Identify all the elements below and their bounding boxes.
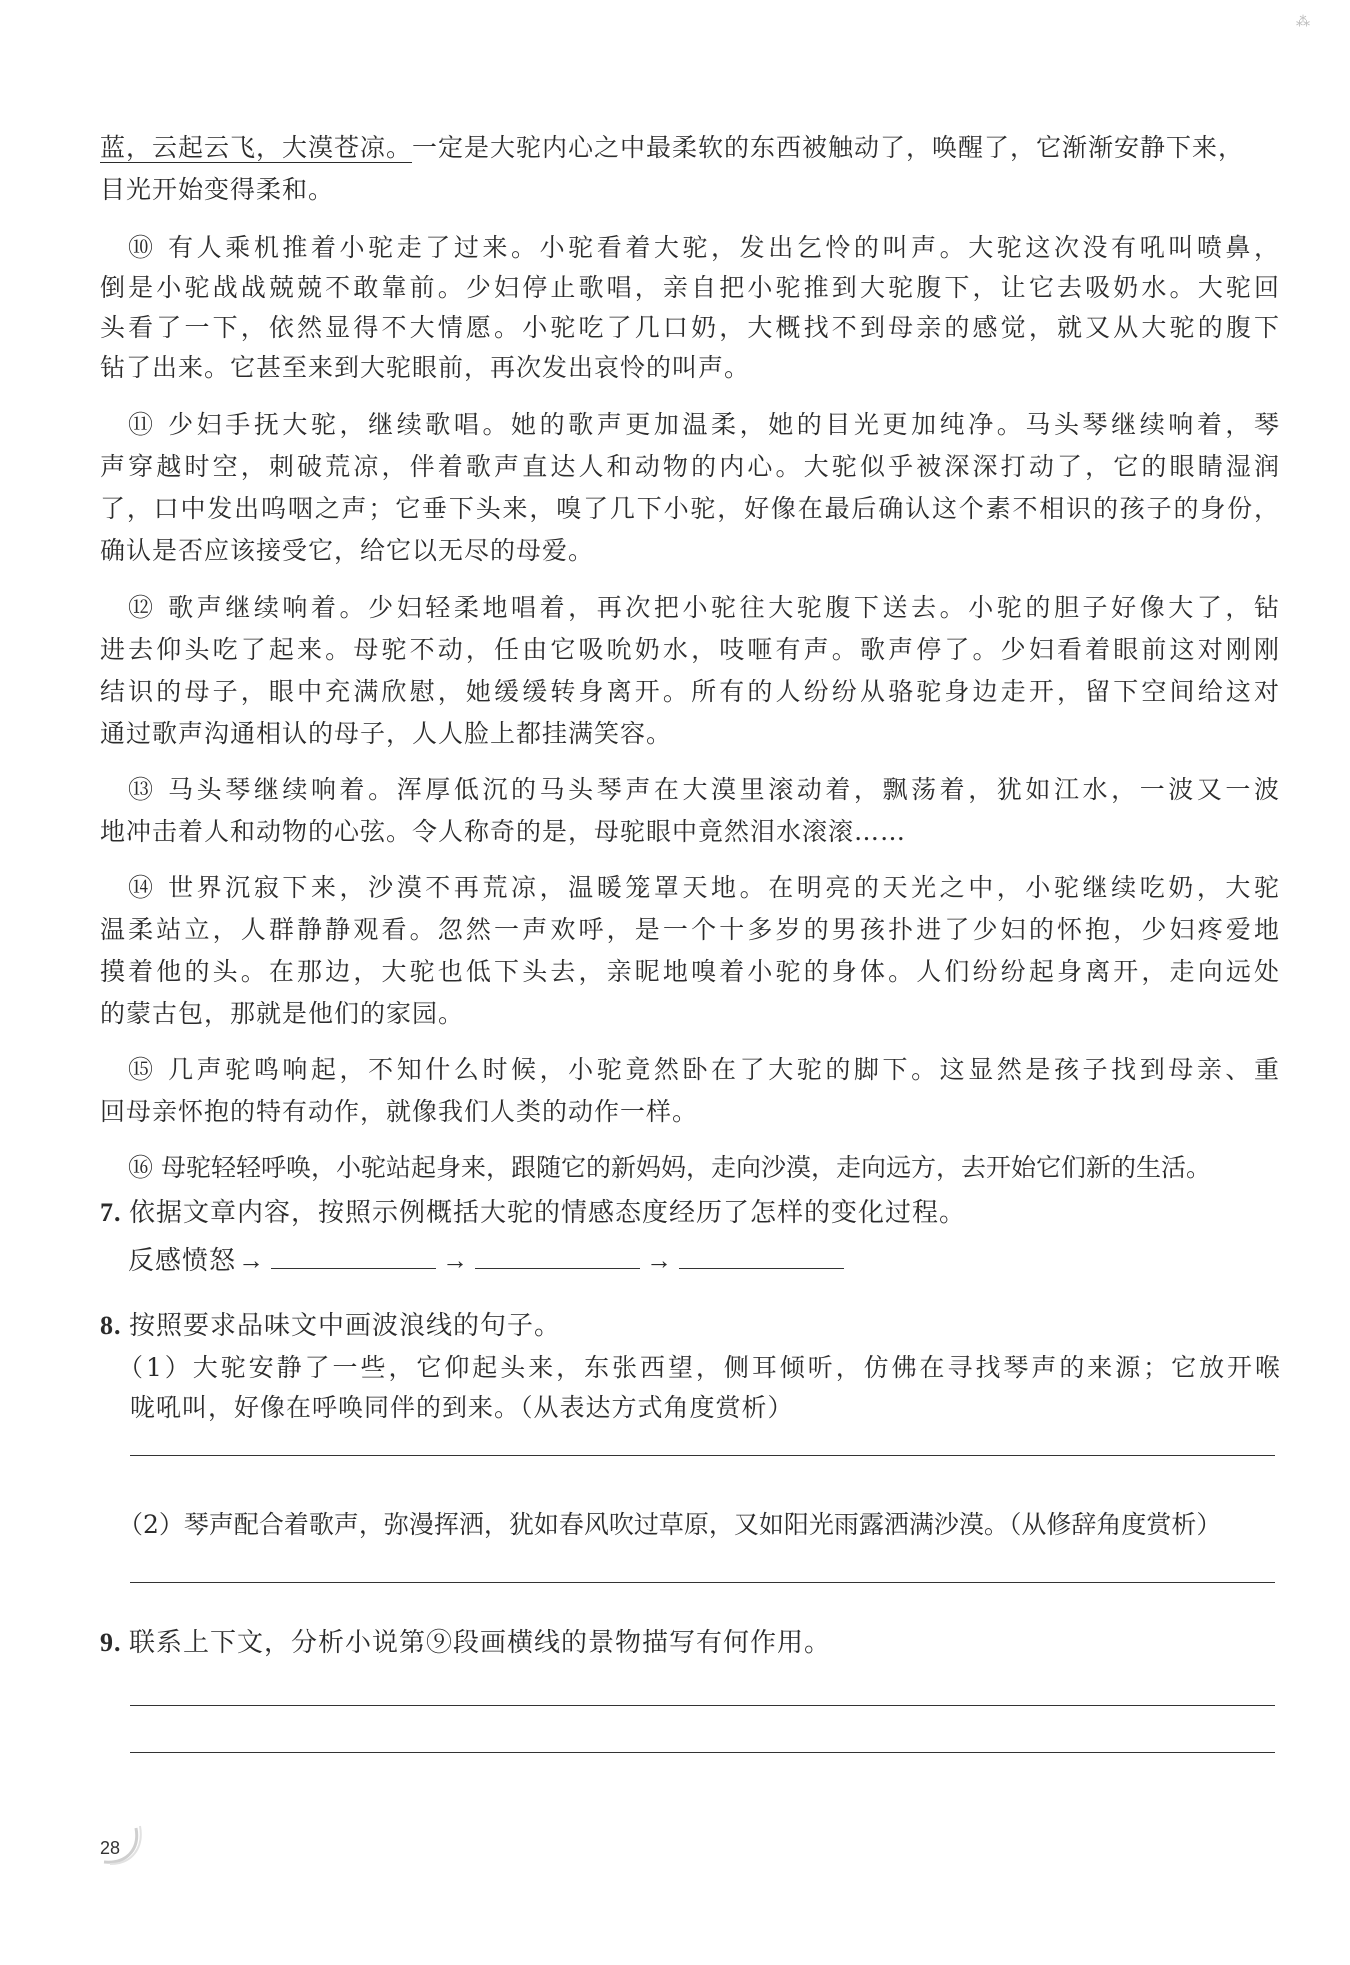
paragraph-11-line: 确认是否应该接受它，给它以无尽的母爱。	[100, 536, 595, 565]
paragraph-14-line: 温柔站立，人群静静观看。忽然一声欢呼，是一个十多岁的男孩扑进了少妇的怀抱，少妇疼爱地	[100, 915, 1280, 944]
question-7-answer-row	[128, 1240, 1308, 1277]
question-8-sub1-line: 咙吼叫，好像在呼唤同伴的到来。（从表达方式角度赏析）	[130, 1393, 794, 1422]
arrow-icon: →	[646, 1246, 674, 1275]
question-7-text: 依据文章内容，按照示例概括大驼的情感态度经历了怎样的变化过程。	[129, 1198, 967, 1227]
answer-blank-2[interactable]	[475, 1248, 640, 1269]
paragraph-14-line: 摸着他的头。在那边，大驼也低下头去，亲昵地嗅着小驼的身体。人们纷纷起身离开，走向远处	[100, 957, 1280, 986]
paragraph-11-line: 了，口中发出呜咽之声；它垂下头来，嗅了几下小驼，好像在最后确认这个素不相识的孩子的身份，	[100, 494, 1280, 523]
question-8-sub1-line: （1）大驼安静了一些，它仰起头来，东张西望，侧耳倾听，仿佛在寻找琴声的来源；它放开喉	[118, 1353, 1280, 1382]
passage-line: 目光开始变得柔和。	[100, 175, 335, 204]
paragraph-12-line: ⑫ 歌声继续响着。少妇轻柔地唱着，再次把小驼往大驼腹下送去。小驼的胆子好像大了，钻	[128, 593, 1280, 622]
paragraph-10-line: 钻了出来。它甚至来到大驼眼前，再次发出哀怜的叫声。	[100, 353, 751, 382]
passage-text: 一定是大驼内心之中最柔软的东西被触动了，唤醒了，它渐渐安静下来，	[412, 133, 1245, 162]
question-7	[100, 1192, 1280, 1229]
example-label: 反感愤怒	[128, 1246, 237, 1275]
question-8-text: 按照要求品味文中画波浪线的句子。	[129, 1311, 562, 1340]
question-7-number: 7.	[100, 1198, 122, 1227]
page-number: 28	[100, 1838, 121, 1858]
paragraph-13-line: 地冲击着人和动物的心弦。令人称奇的是，母驼眼中竟然泪水滚滚……	[100, 817, 907, 846]
question-9-text: 联系上下文，分析小说第⑨段画横线的景物描写有何作用。	[129, 1628, 832, 1657]
arrow-icon: →	[442, 1246, 470, 1275]
paragraph-10-line: 头看了一下，依然显得不大情愿。小驼吃了几口奶，大概找不到母亲的感觉，就又从大驼的腹下	[100, 313, 1280, 342]
paragraph-15-line: 回母亲怀抱的特有动作，就像我们人类的动作一样。	[100, 1097, 699, 1126]
paragraph-12-line: 进去仰头吃了起来。母驼不动，任由它吸吮奶水，吱咂有声。歌声停了。少妇看着眼前这对刚刚	[100, 635, 1280, 664]
paragraph-11-line: ⑪ 少妇手抚大驼，继续歌唱。她的歌声更加温柔，她的目光更加纯净。马头琴继续响着，琴	[128, 410, 1280, 439]
answer-line[interactable]	[130, 1705, 1275, 1706]
answer-blank-1[interactable]	[271, 1248, 436, 1269]
corner-mark-icon: ⁂	[1296, 14, 1310, 30]
paragraph-12-line: 结识的母子，眼中充满欣慰，她缓缓转身离开。所有的人纷纷从骆驼身边走开，留下空间给这对	[100, 677, 1280, 706]
answer-line[interactable]	[130, 1455, 1275, 1456]
question-8-number: 8.	[100, 1311, 122, 1340]
question-8-sub2-line: （2）琴声配合着歌声，弥漫挥洒，犹如春风吹过草原，又如阳光雨露洒满沙漠。（从修辞角度赏析）	[118, 1510, 1222, 1539]
answer-blank-3[interactable]	[679, 1248, 844, 1269]
paragraph-14-line: 的蒙古包，那就是他们的家园。	[100, 999, 465, 1028]
answer-line[interactable]	[130, 1582, 1275, 1583]
question-9	[100, 1622, 1280, 1659]
paragraph-15-line: ⑮ 几声驼鸣响起，不知什么时候，小驼竟然卧在了大驼的脚下。这显然是孩子找到母亲、重	[128, 1055, 1280, 1084]
paragraph-12-line: 通过歌声沟通相认的母子，人人脸上都挂满笑容。	[100, 719, 673, 748]
paragraph-11-line: 声穿越时空，刺破荒凉，伴着歌声直达人和动物的内心。大驼似乎被深深打动了，它的眼睛湿润	[100, 452, 1280, 481]
paragraph-10-line: ⑩ 有人乘机推着小驼走了过来。小驼看着大驼，发出乞怜的叫声。大驼这次没有吼叫喷鼻，	[128, 233, 1280, 262]
passage-line	[100, 128, 1280, 164]
paragraph-14-line: ⑭ 世界沉寂下来，沙漠不再荒凉，温暖笼罩天地。在明亮的天光之中，小驼继续吃奶，大驼	[128, 873, 1280, 902]
arrow-icon: →	[238, 1246, 266, 1275]
paragraph-10-line: 倒是小驼战战兢兢不敢靠前。少妇停止歌唱，亲自把小驼推到大驼腹下，让它去吸奶水。大驼回	[100, 273, 1280, 302]
question-8	[100, 1305, 1280, 1342]
question-9-number: 9.	[100, 1628, 122, 1657]
underlined-scenery-text: 蓝，云起云飞，大漠苍凉。	[100, 133, 413, 162]
paragraph-13-line: ⑬ 马头琴继续响着。浑厚低沉的马头琴声在大漠里滚动着，飘荡着，犹如江水，一波又一波	[128, 775, 1280, 804]
paragraph-16-line: ⑯ 母驼轻轻呼唤，小驼站起身来，跟随它的新妈妈，走向沙漠，走向远方，去开始它们新的生活。	[128, 1153, 1211, 1182]
answer-line[interactable]	[130, 1752, 1275, 1753]
